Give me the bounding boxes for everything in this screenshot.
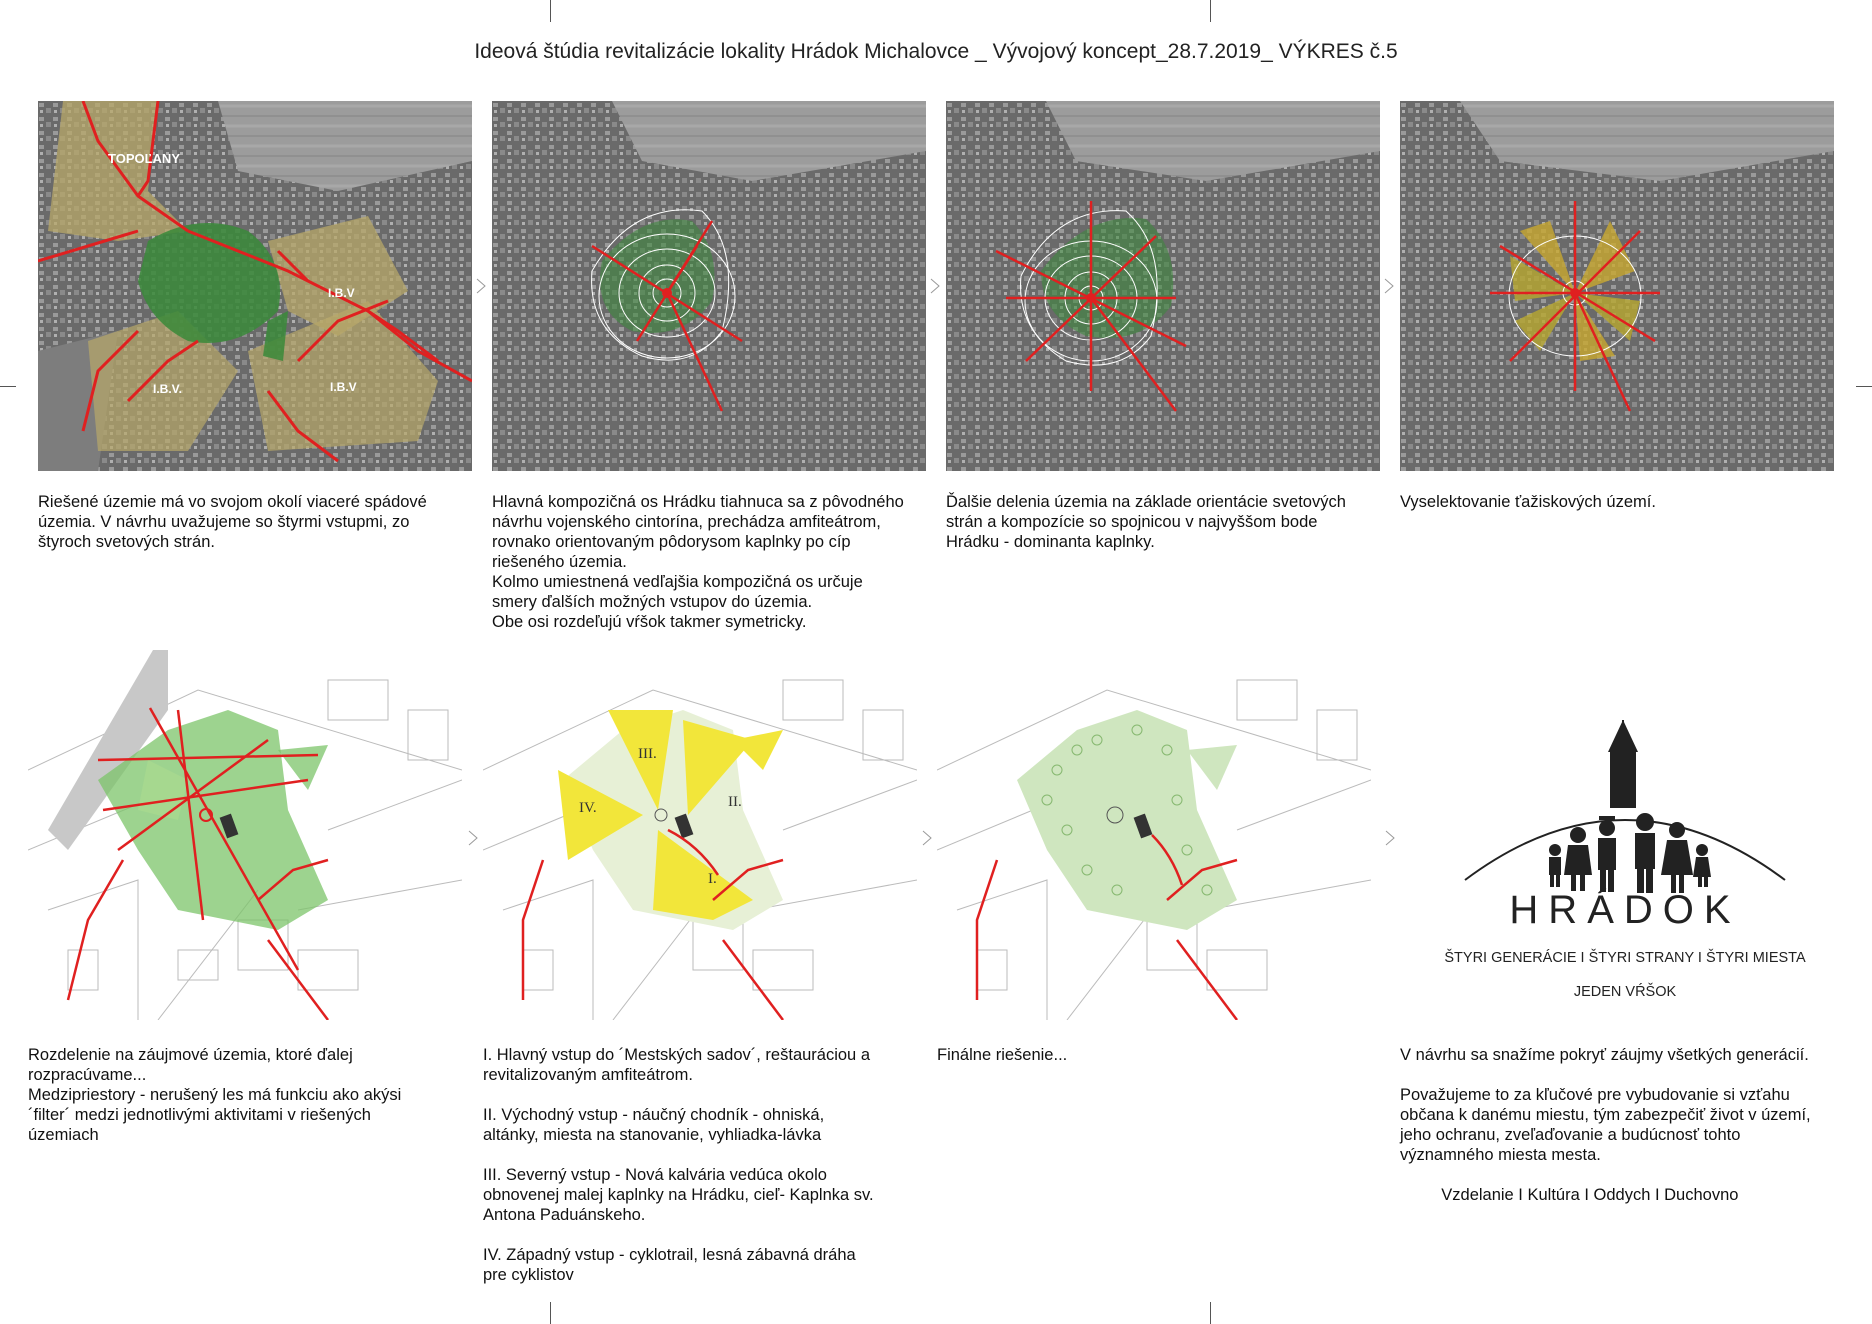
aerial-map-main-axis [492,101,926,471]
label-ibv-southeast: I.B.V [330,380,357,394]
flow-arrow-icon [922,830,932,851]
caption-context: Riešené územie má vo svojom okolí viaceré spádové územia. V návrhu uvažujeme so štyrmi vstupmi, zo štyroch svetových strán. [38,493,427,551]
caption-main-axis: Hlavná kompozičná os Hrádku tiahnuca sa z pôvodného návrhu vojenského cintorína, prechádza amfiteátrom, rovnako orientovaným pôdorysom kaplnky po cíp riešeného územia. Kolmo umiestnená vedľajšia kompozičná os určuje smery ďalších možných vstupov do územia. Obe osi rozdeľujú vŕšok takmer symetricky. [492,493,904,631]
zone-label-iii: III. [638,746,657,762]
plan-map-interest-zones [28,650,462,1020]
caption-project-goal: V návrhu sa snažíme pokryť záujmy všetkých generácií. Považujeme to za kľučové pre vybudovanie si vzťahu občana k danému miestu, tým zabezpečiť život v území, jeho ochranu, zveľaďovanie a budúcnosť tohto významného miesta mesta. Vzdelanie I Kultúra I Oddych I Duchovno [1400,1046,1811,1204]
caption-entrances: I. Hlavný vstup do ´Mestských sadov´, reštauráciou a revitalizovaným amfiteátrom. II. Východný vstup - náučný chodník - ohniská, altánky, miesta na stanovanie, vyhliadka-lávka III. Severný vstup - Nová kalvária vedúca okolo obnovenej malej kaplnky na Hrádku, cieľ- Kaplnka sv. Antona Paduánskeho. IV. Západný vstup - cyklotrail, lesná zábavná dráha pre cyklistov [483,1046,874,1284]
flow-arrow-icon [930,278,940,299]
flow-arrow-icon [468,830,478,851]
logo-motto: ŠTYRI GENERÁCIE I ŠTYRI STRANY I ŠTYRI MIESTA [1444,950,1806,966]
crop-mark [1856,386,1872,387]
chapel-icon [1608,720,1638,808]
caption-key-zones: Vyselektovanie ťažiskových území. [1400,493,1656,511]
crop-mark [1210,1302,1211,1324]
flow-arrow-icon [476,278,486,299]
crop-mark [0,386,16,387]
drawing-title: Ideová štúdia revitalizácie lokality Hrádok Michalovce _ Vývojový koncept_28.7.2019_ VÝKRES č.5 [474,40,1398,63]
label-ibv-east: I.B.V [328,286,355,300]
hradok-logo [1455,720,1795,910]
zone-label-iv: IV. [579,800,597,816]
label-ibv-southwest: I.B.V. [153,382,182,396]
zone-label-i: I. [708,871,717,887]
plan-map-final-solution [937,650,1371,1020]
crop-mark [550,0,551,22]
label-topolany: TOPOĽANY [108,151,180,166]
flow-arrow-icon [1385,830,1395,851]
caption-cardinal-division: Ďalšie delenia územia na základe orientácie svetových strán a kompozície so spojnicou v najvyššom bode Hrádku - dominanta kaplnky. [946,493,1346,551]
plan-map-entrances [483,650,917,1020]
logo-name: HRÁDOK [1509,888,1741,932]
family-icon [1549,813,1711,893]
flow-arrow-icon [1384,278,1394,299]
aerial-map-key-zones [1400,101,1834,471]
crop-mark [550,1302,551,1324]
zone-label-ii: II. [728,794,742,810]
caption-final-solution: Finálne riešenie... [937,1046,1068,1064]
caption-interest-zones: Rozdelenie na záujmové územia, ktoré ďalej rozpracúvame... Medzipriestory - nerušený les má funkciu ako akýsi ´filter´ medzi jednotlivými aktivitami v riešených územiach [28,1046,402,1144]
aerial-map-cardinal-division [946,101,1380,471]
crop-mark [1210,0,1211,22]
aerial-map-context [38,101,472,471]
logo-slogan: JEDEN VŔŠOK [1573,984,1677,1000]
